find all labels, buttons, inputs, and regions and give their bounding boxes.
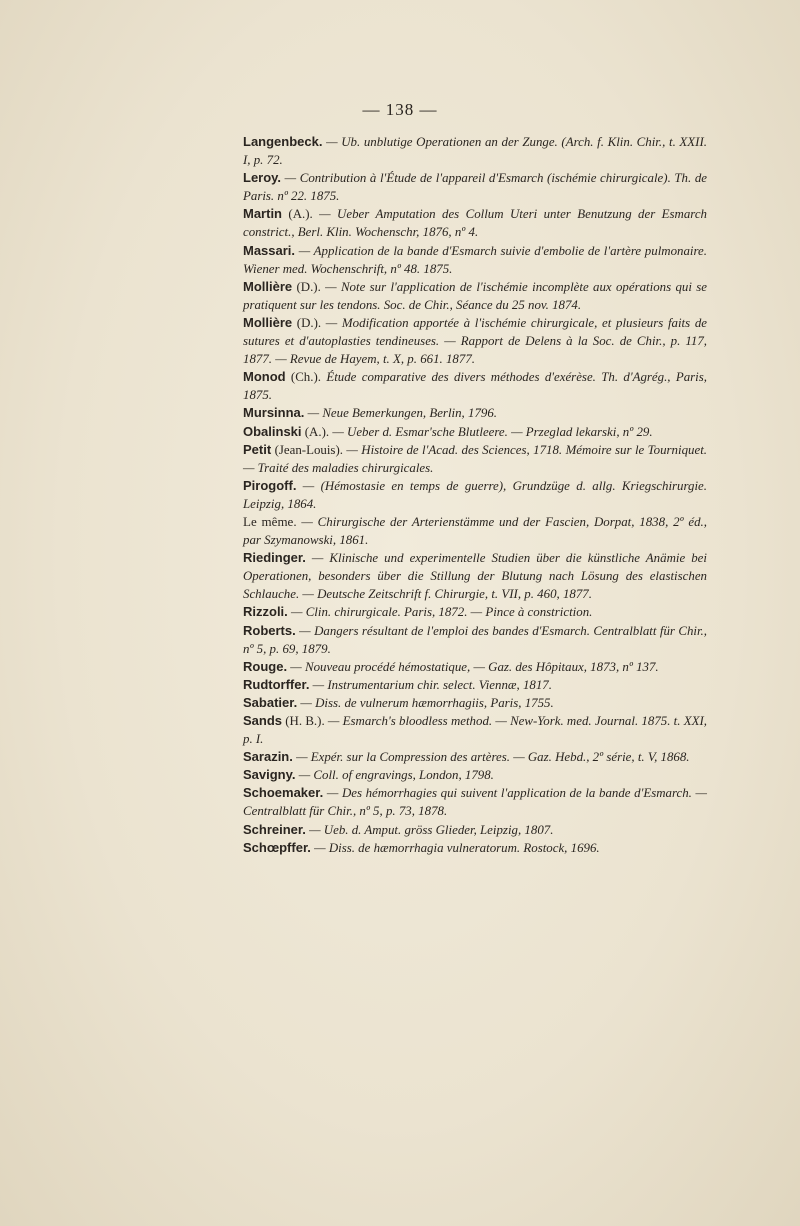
entry-citation: — Esmarch's bloodless method. — New-York. med. Journal. 1875. t. XXI, p. I. <box>243 714 707 747</box>
bibliography-entry <box>243 133 707 169</box>
entry-citation: — Note sur l'application de l'ischémie incomplète aux opérations qui se pratiquent sur les tendons. Soc. de Chir., Séance du 25 nov. 1874. <box>243 279 707 312</box>
entry-citation: Étude comparative des divers méthodes d'exérèse. Th. d'Agrég., Paris, 1875. <box>243 370 708 403</box>
entry-author-initials: (D.). <box>292 315 322 330</box>
bibliography-entry <box>243 278 707 314</box>
entry-author: Obalinski <box>243 423 302 439</box>
entry-author: Schreiner. <box>243 821 306 837</box>
entry-author: Martin <box>243 206 282 222</box>
entry-citation: — Chirurgische der Arterienstämme und der Fascien, Dorpat, 1838, 2º éd., par Szymanowski, 1861. <box>243 514 707 548</box>
entry-citation: — Instrumentarium chir. select. Viennæ, 1817. <box>309 677 552 692</box>
entry-citation: — Modification apportée à l'ischémie chirurgicale, et plusieurs faits de sutures et d'autoplasties tendineuses. — Rapport de Delens à la Soc. de Chir., p. 117, 1877. — Revue de Hayem, t. X, p. 661. 1877. <box>243 315 707 367</box>
entry-author: Monod <box>243 369 286 385</box>
bibliography-entry <box>243 513 707 549</box>
entry-author: Schoemaker. <box>243 785 324 801</box>
entry-citation: — Ueber Amputation des Collum Uteri unter Benutzung der Esmarch constrict., Berl. Klin. Wochenschr, 1876, nº 4. <box>243 207 707 240</box>
entry-citation: — Ub. unblutige Operationen an der Zunge. (Arch. f. Klin. Chir., t. XXII. I, p. 72. <box>243 135 707 168</box>
entry-author: Rudtorffer. <box>243 676 310 692</box>
entry-citation: — Ueb. d. Amput. gröss Glieder, Leipzig, 1807. <box>305 822 554 837</box>
bibliography-entry <box>243 676 707 694</box>
entry-citation: — Klinische und experimentelle Studien über die künstliche Anämie bei Operationen, besonders über die Stillung der Blutung nach Lösung des elastischen Schlauche. — Deutsche Zeitschrift f. Chirurgie, t. VII, p. 460, 1877. <box>243 551 707 602</box>
entry-author: Mollière <box>243 278 293 294</box>
entry-citation: — Diss. de vulnerum hæmorrhagiis, Paris, 1755. <box>297 695 554 710</box>
entry-citation: — Des hémorrhagies qui suivent l'application de la bande d'Esmarch. — Centralblatt für Chir., nº 5, p. 73, 1878. <box>243 786 707 819</box>
entry-author: Mursinna. <box>243 405 305 421</box>
entry-author-initials: (Ch.). <box>285 370 321 385</box>
page-number: — 138 — <box>362 100 438 119</box>
entry-citation: — Neue Bemerkungen, Berlin, 1796. <box>304 406 498 421</box>
entry-author: Petit <box>243 441 272 457</box>
bibliography-entry <box>243 622 707 658</box>
entry-citation: — Diss. de hæmorrhagia vulneratorum. Rostock, 1696. <box>310 840 600 855</box>
entry-author: Roberts. <box>243 622 296 638</box>
entry-author-initials: (Jean-Louis). <box>271 442 343 457</box>
entry-author: Schœpffer. <box>243 839 311 855</box>
bibliography-entry <box>243 169 707 205</box>
entry-author: Sarazin. <box>243 749 293 765</box>
bibliography-entry <box>243 423 707 441</box>
bibliography-entry <box>243 242 707 278</box>
entry-citation: — Dangers résultant de l'emploi des bandes d'Esmarch. Centralblatt für Chir., nº 5, p. 69, 1879. <box>243 623 707 656</box>
bibliography-entry <box>243 784 707 820</box>
bibliography-entry <box>243 477 707 513</box>
bibliography-entry <box>243 441 707 477</box>
entry-citation: — Ueber d. Esmar'sche Blutleere. — Przeglad lekarski, nº 29. <box>329 424 653 439</box>
entry-citation: — (Hémostasie en temps de guerre), Grundzüge d. allg. Kriegschirurgie. Leipzig, 1864. <box>243 478 707 511</box>
bibliography-entry <box>243 712 707 748</box>
entry-citation: — Coll. of engravings, London, 1798. <box>295 768 494 783</box>
entry-citation: — Application de la bande d'Esmarch suivie d'embolie de l'artère pulmonaire. Wiener med. Wochenschrift, nº 48. 1875. <box>243 243 707 276</box>
bibliography-entry <box>243 748 707 766</box>
entry-author-initials: (H. B.). <box>282 714 325 728</box>
bibliography-entry <box>243 549 707 603</box>
entry-author: Langenbeck. <box>243 134 323 149</box>
entry-author-initials: (D.). <box>292 279 321 294</box>
entry-author: Pirogoff. <box>243 477 297 493</box>
entry-author: Riedinger. <box>243 550 306 566</box>
entry-citation: — Contribution à l'Étude de l'appareil d'Esmarch (ischémie chirurgicale). Th. de Paris. nº 22. 1875. <box>243 171 707 204</box>
entry-author: Rouge. <box>243 658 288 674</box>
bibliography-entry <box>243 314 707 368</box>
bibliography-entry <box>243 694 707 712</box>
entry-author: Savigny. <box>243 767 296 783</box>
entry-author-initials: (A.). <box>282 207 313 222</box>
entry-author: Le même. <box>243 513 297 529</box>
bibliography-entry <box>243 766 707 784</box>
entry-author: Mollière <box>243 314 293 330</box>
bibliography-entry <box>243 603 707 621</box>
bibliography-entry <box>243 658 707 676</box>
bibliography-entry <box>243 368 707 404</box>
bibliography-list <box>243 133 707 857</box>
entry-author: Leroy. <box>243 170 282 186</box>
entry-author: Sands <box>243 713 283 728</box>
entry-citation: — Clin. chirurgicale. Paris, 1872. — Pince à constriction. <box>287 605 593 620</box>
entry-author: Sabatier. <box>243 694 298 710</box>
bibliography-entry <box>243 205 707 241</box>
entry-author: Massari. <box>243 242 296 258</box>
entry-author: Rizzoli. <box>243 604 288 620</box>
bibliography-entry <box>243 839 707 857</box>
bibliography-entry <box>243 404 707 422</box>
bibliography-entry <box>243 821 707 839</box>
entry-author-initials: (A.). <box>301 424 330 439</box>
entry-citation: — Nouveau procédé hémostatique, — Gaz. des Hôpitaux, 1873, nº 137. <box>287 659 659 674</box>
entry-citation: — Expér. sur la Compression des artères. — Gaz. Hebd., 2º série, t. V, 1868. <box>292 750 690 765</box>
entry-citation: — Histoire de l'Acad. des Sciences, 1718. Mémoire sur le Tourniquet. — Traité des maladies chirurgicales. <box>243 442 708 475</box>
